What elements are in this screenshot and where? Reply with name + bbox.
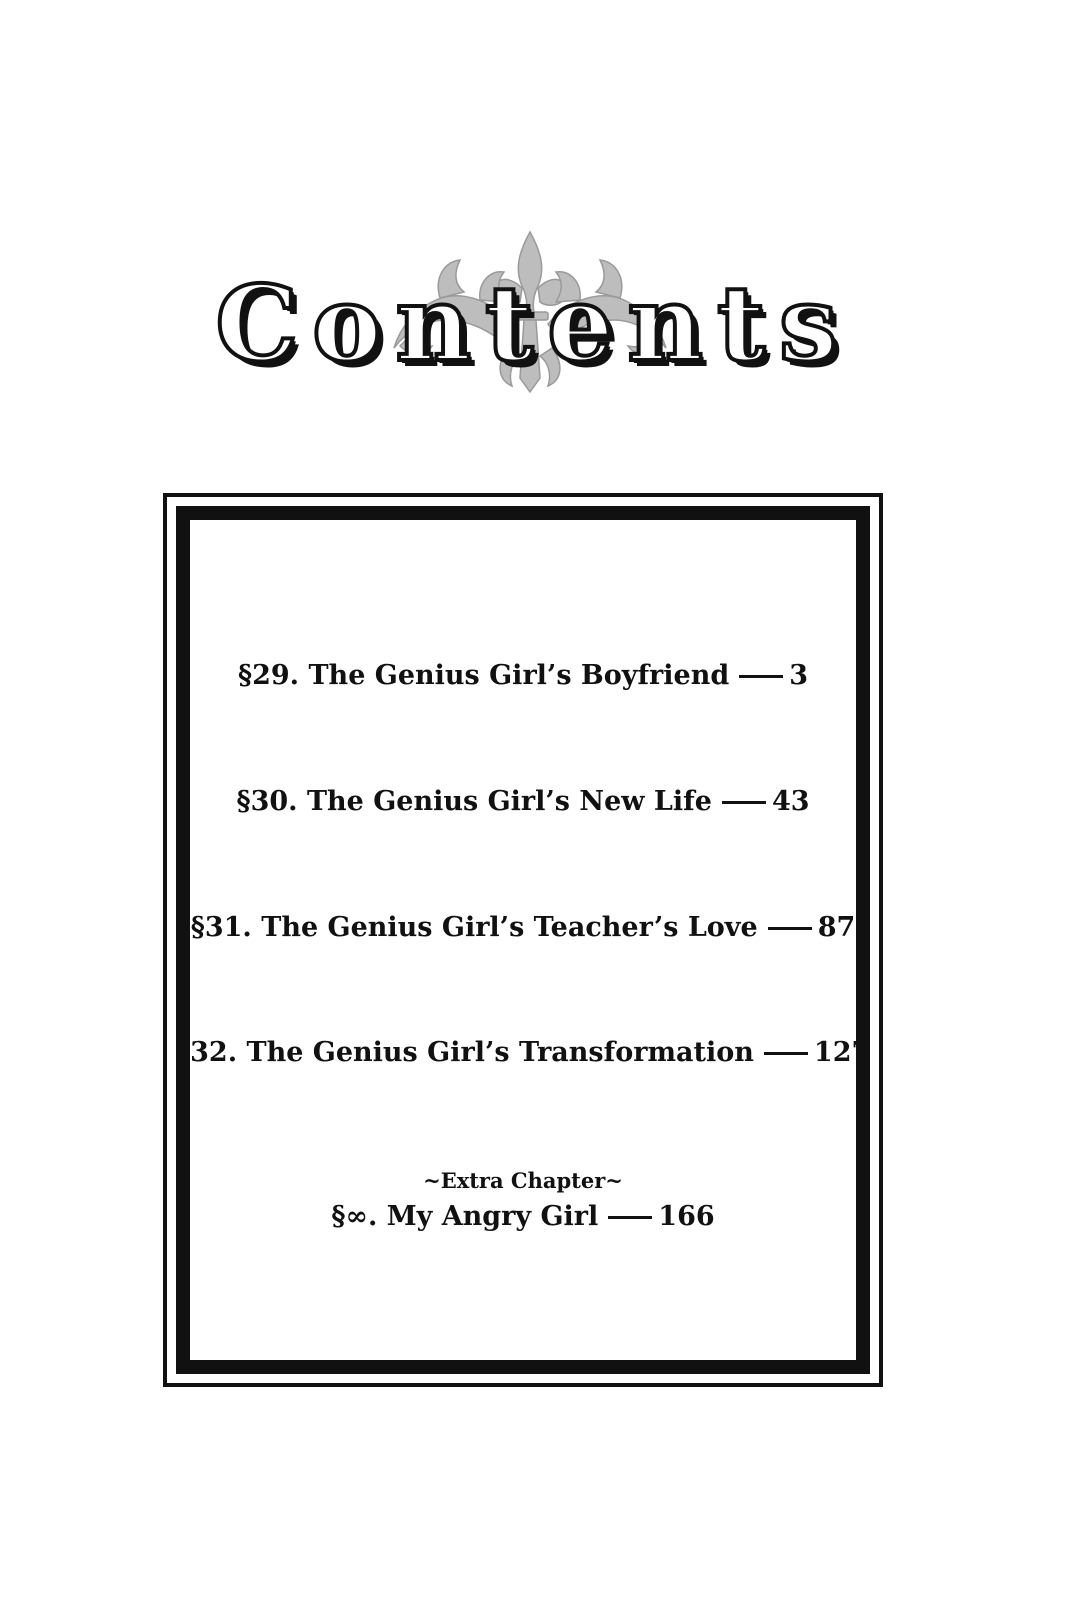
leader-dash [768, 927, 812, 930]
leader-dash [739, 675, 783, 678]
chapter-title: The Genius Girl’s Transformation [246, 1037, 754, 1068]
toc-entry [176, 912, 870, 944]
leader-dash [764, 1052, 808, 1055]
chapter-title: My Angry Girl [386, 1201, 599, 1232]
chapter-number: §31. [190, 912, 252, 943]
chapter-title: The Genius Girl’s New Life [306, 786, 712, 817]
toc-entry [176, 786, 870, 818]
leader-dash [608, 1216, 652, 1219]
extra-chapter-label: ~Extra Chapter~ [423, 1168, 623, 1193]
chapter-number: §32. [176, 1037, 238, 1068]
page-number: 3 [789, 660, 809, 691]
leader-dash [722, 801, 766, 804]
toc-entry [176, 1037, 870, 1069]
page-number: 166 [658, 1201, 715, 1232]
chapter-title: The Genius Girl’s Teacher’s Love [261, 912, 758, 943]
page-number: 43 [771, 786, 810, 817]
page-title: Contents [215, 262, 852, 385]
toc-entry [176, 660, 870, 692]
chapter-number: §30. [236, 786, 298, 817]
page-number: 87 [817, 912, 856, 943]
page-number: 127 [813, 1037, 871, 1068]
chapter-number: §∞. [331, 1201, 378, 1232]
chapter-number: §29. [237, 660, 300, 691]
chapter-title: The Genius Girl’s Boyfriend [308, 660, 730, 691]
toc-entry-extra [176, 1201, 870, 1233]
